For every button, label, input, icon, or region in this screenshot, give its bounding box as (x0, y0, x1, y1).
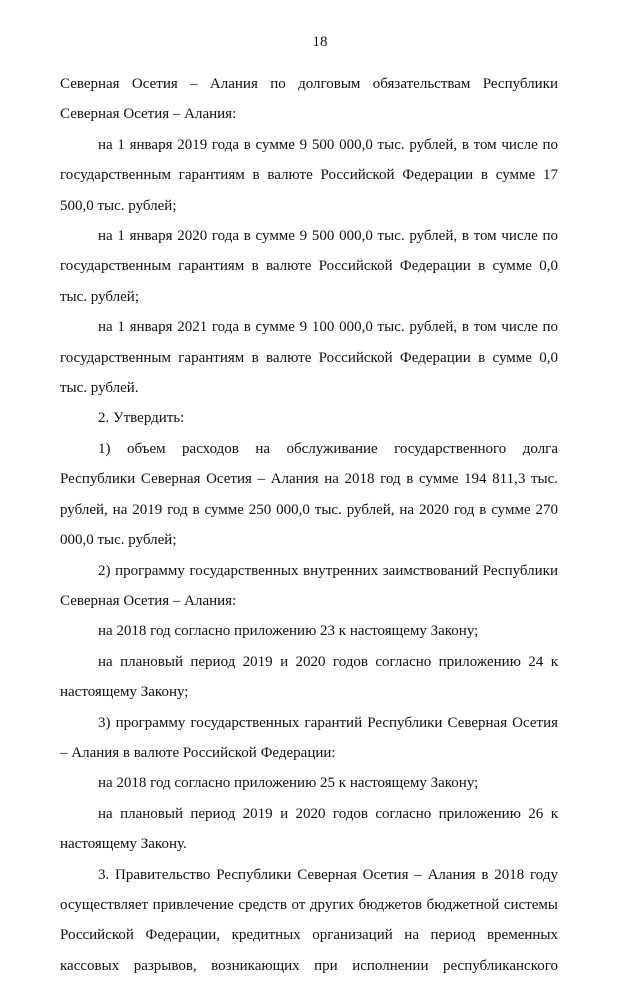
paragraph-guarantee-2018: на 2018 год согласно приложению 25 к настоящему Закону; (98, 775, 479, 792)
paragraph-debt-2021: на 1 января 2021 года в сумме 9 100 000,0 тыс. рублей, в том числе по государственным гарантиям в валюте Российской Федерации в сумме 0,0 тыс. рублей. (60, 319, 558, 397)
paragraph-guarantee-program: 3) программу государственных гарантий Республики Северная Осетия – Алания в валюте Российской Федерации: (60, 714, 558, 761)
paragraph-debt-service-expenses: 1) объем расходов на обслуживание государственного долга Республики Северная Осетия – Алания на 2018 год в сумме 194 811,3 тыс. рублей, на 2019 год в сумме 250 000,0 тыс. рублей, на 2020 год в сумме 270 000,0 тыс. рублей; (60, 440, 558, 549)
paragraph-borrowing-program: 2) программу государственных внутренних заимствований Республики Северная Осетия – Алания: (60, 562, 558, 609)
paragraph-debt-obligations-intro: Северная Осетия – Алания по долговым обязательствам Республики Северная Осетия – Алания: (60, 76, 558, 123)
page-number: 18 (312, 34, 328, 50)
paragraph-borrowing-2018: на 2018 год согласно приложению 23 к настоящему Закону; (98, 623, 479, 640)
paragraph-debt-2020: на 1 января 2020 года в сумме 9 500 000,0 тыс. рублей, в том числе по государственным гарантиям в валюте Российской Федерации в сумме 0,0 тыс. рублей; (60, 228, 558, 305)
paragraph-debt-2019: на 1 января 2019 года в сумме 9 500 000,0 тыс. рублей, в том числе по государственным гарантиям в валюте Российской Федерации в сумме 17 500,0 тыс. рублей; (60, 136, 558, 214)
document-body (60, 69, 558, 981)
paragraph-government-borrowing: 3. Правительство Республики Северная Осетия – Алания в 2018 году осуществляет привлечение средств от других бюджетов бюджетной системы Российской Федерации, кредитных организаций на период временных кассовых разрывов, возникающих при исполнении республиканского (60, 866, 558, 974)
paragraph-guarantee-planned-period: на плановый период 2019 и 2020 годов согласно приложению 26 к настоящему Закону. (60, 805, 558, 853)
paragraph-approve-heading: 2. Утвердить: (98, 410, 185, 427)
paragraph-borrowing-planned-period: на плановый период 2019 и 2020 годов согласно приложению 24 к настоящему Закону; (60, 653, 558, 701)
